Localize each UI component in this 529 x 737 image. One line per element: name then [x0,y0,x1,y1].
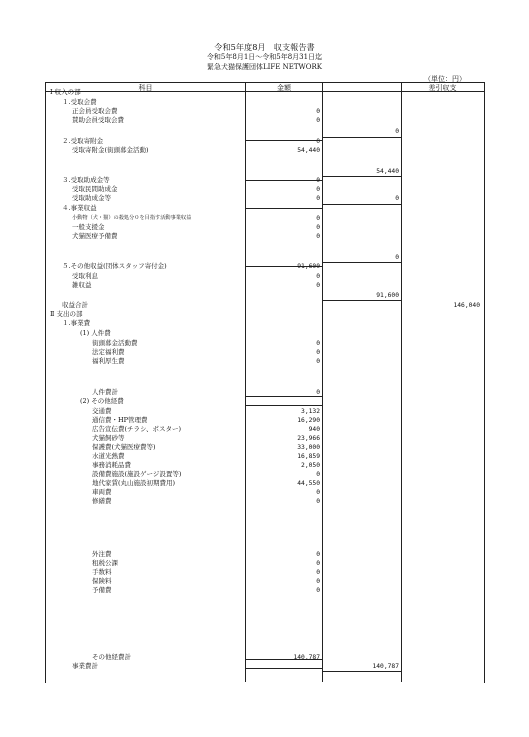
amount-value: 0 [316,560,320,567]
subtotal-rule [322,204,401,205]
row-label: 設備費施設(施設ゲージ設置等) [92,470,182,478]
row-label: 正会員受取会費 [72,107,118,115]
row-label: Ⅱ 支出の部 [50,310,83,318]
organization-name: 緊急犬猫保護団体LIFE NETWORK [207,63,322,71]
row-label: １.事業費 [62,319,91,327]
row-label: 法定福利費 [92,348,125,356]
balance-value: 140,787 [372,663,399,670]
row-label: 賛助会員受取会費 [72,116,124,124]
balance-value: 0 [395,254,399,261]
column-header-item: 科目 [138,84,153,92]
subtotal-rule [322,262,401,263]
column-divider [245,82,246,682]
row-label: 街頭募金活動費 [92,339,138,347]
row-label: 受取寄附金(街頭募金活動) [72,146,149,154]
row-label: (1) 人件費 [80,329,111,337]
subtotal-rule [245,659,322,660]
subtotal-rule [245,668,322,669]
amount-value: 44,550 [297,480,320,487]
row-label: 受取民間助成金 [72,185,118,193]
amount-value: 0 [316,587,320,594]
row-label: 保険料 [92,577,112,585]
row-label: ５.その他収益(団体スタッフ寄付金) [62,262,167,270]
subtotal-rule [245,266,322,267]
row-label: 事務消耗品費 [92,461,131,469]
row-label: 犬猫飼砂等 [92,434,125,442]
row-label: 収益合計 [62,301,88,309]
row-label: 福利厚生費 [92,357,125,365]
row-label: 地代家賃(丸山施設初期費用) [92,479,176,487]
row-label: １.受取会費 [62,98,97,106]
row-label: ２.受取寄附金 [62,137,104,145]
row-label: 手数料 [92,568,112,576]
report-period: 令和5年8月1日～令和5年8月31日迄 [206,53,323,61]
amount-value: 0 [316,551,320,558]
amount-value: 0 [316,273,320,280]
subtotal-rule [245,180,322,181]
amount-value: 0 [316,389,320,396]
amount-value: 0 [316,358,320,365]
subtotal-rule [245,208,322,209]
subtotal-rule [322,176,401,177]
balance-value: 0 [395,195,399,202]
row-label: その他経費計 [92,653,131,661]
column-divider [322,82,323,682]
amount-value: 0 [316,578,320,585]
report-title: 令和5年度8月 収支報告書 [214,42,315,52]
unit-label: （単位：円） [424,75,466,83]
amount-value: 3,132 [301,408,320,415]
row-label: 交通費 [92,407,112,415]
amount-value: 0 [316,340,320,347]
row-label: Ⅰ 収入の部 [50,88,81,96]
subtotal-rule [322,300,401,301]
amount-value: 0 [316,569,320,576]
subtotal-rule [322,137,401,138]
row-label: 受取利息 [72,272,98,280]
amount-value: 0 [316,498,320,505]
amount-value: 0 [316,233,320,240]
row-label: 通信費・HP管理費 [92,416,148,424]
balance-value: 54,440 [376,168,399,175]
amount-value: 0 [316,215,320,222]
row-label: 一般支援金 [72,223,105,231]
column-divider [401,82,402,682]
subtotal-rule [245,396,322,397]
amount-value: 0 [316,117,320,124]
row-label: 保護費(犬猫医療費等) [92,443,156,451]
row-label: 雑収益 [72,281,92,289]
amount-value: 0 [316,138,320,145]
amount-value: 0 [316,349,320,356]
subtotal-rule [245,140,322,141]
row-label: 租税公課 [92,559,118,567]
amount-value: 23,966 [297,435,320,442]
amount-value: 16,859 [297,453,320,460]
row-label: 車両費 [92,488,112,496]
amount-value: 54,440 [297,147,320,154]
row-label: 受取助成金等 [72,194,111,202]
amount-value: 0 [316,282,320,289]
row-label: 事業費計 [72,662,98,670]
row-label: ４.事業収益 [62,204,97,212]
amount-value: 0 [316,471,320,478]
row-label: 予備費 [92,586,112,594]
amount-value: 940 [308,426,320,433]
row-label: 修繕費 [92,497,112,505]
amount-value: 16,290 [297,417,320,424]
row-label: 小動物（犬・猫）の殺処分０を目指す活動事業収益 [72,215,192,221]
amount-value: 0 [316,177,320,184]
amount-value: 0 [316,224,320,231]
row-label: 人件費計 [92,388,118,396]
balance-value: 146,040 [453,302,480,309]
amount-value: 33,000 [297,444,320,451]
row-label: 広告宣伝費(チラシ、ボスター) [92,425,182,433]
amount-value: 0 [316,489,320,496]
column-header-amount: 金額 [277,84,291,92]
column-header-balance: 差引収支 [428,84,457,92]
balance-value: 0 [395,128,399,135]
amount-value: 91,600 [297,263,320,270]
row-label: (2) その他経費 [80,397,124,405]
row-label: ３.受取助成金等 [62,176,110,184]
row-label: 犬猫医療予備費 [72,232,118,240]
amount-value: 0 [316,186,320,193]
subtotal-rule [245,405,322,406]
balance-value: 91,600 [376,292,399,299]
amount-value: 0 [316,108,320,115]
subtotal-rule [322,671,401,672]
amount-value: 2,050 [301,462,320,469]
amount-value: 140,787 [293,654,320,661]
amount-value: 0 [316,195,320,202]
row-label: 外注費 [92,550,112,558]
row-label: 水道光熱費 [92,452,125,460]
